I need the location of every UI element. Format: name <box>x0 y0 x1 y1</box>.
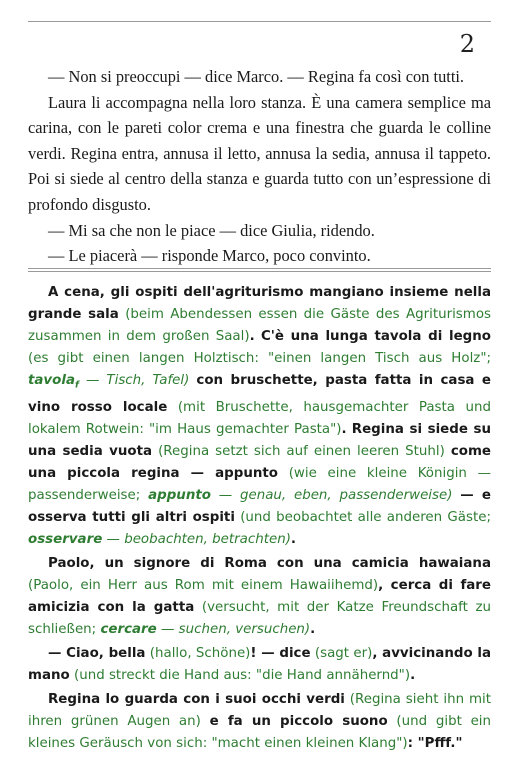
top-rule <box>28 21 491 22</box>
german-gloss: (und gibt ein kleines Geräusch von sich: "macht einen kleinen Klang") <box>28 713 492 751</box>
italian-text: come una piccola regina — appunto <box>28 443 491 481</box>
italian-text: C'è una lunga tavola di legno <box>260 329 491 344</box>
italian-text: : "Pfff." <box>407 735 463 751</box>
german-gloss: (mit Bruschette, hausgemachter Pasta und lokalem Rotwein: "im Haus gemachter Pasta") <box>28 399 491 437</box>
glossed-text <box>28 282 491 757</box>
german-gloss: (Regina sieht ihn mit ihren grünen Augen an) <box>28 691 491 729</box>
italian-text: , cerca di fare amicizia con la gatta <box>28 577 491 615</box>
german-gloss: (es gibt einen langen Holztisch: "einen langen Tisch aus Holz"; <box>28 351 491 366</box>
german-gloss: (und beobachtet alle anderen Gäste; <box>240 509 491 525</box>
vocab-word: appunto <box>148 487 211 503</box>
german-gloss: (und streckt die Hand aus: "die Hand annähernd") <box>74 667 411 683</box>
section-divider <box>28 268 491 272</box>
vocab-word: osservare <box>28 531 103 547</box>
vocab-definition: — beobachten, betrachten) <box>106 531 291 547</box>
gloss-paragraph <box>28 553 491 641</box>
vocab-definition: — genau, eben, passenderweise) <box>218 487 453 503</box>
punctuation: . <box>290 531 297 547</box>
italian-text: — e osserva tutti gli altri ospiti <box>28 487 491 525</box>
punctuation: . <box>341 421 347 437</box>
italian-text: Regina si siede su una sedia vuota <box>28 421 492 459</box>
italian-text: A cena, gli ospiti dell'agriturismo mangiano insieme nella grande sala <box>28 285 491 322</box>
german-gloss: (Paolo, ein Herr aus Rom mit einem Hawaiihemd) <box>28 577 379 593</box>
vocab-definition: — suchen, versuchen) <box>161 621 311 637</box>
vocab-word: cercare <box>100 621 157 637</box>
italian-text: Paolo, un signore di Roma con una camicia hawaiana <box>48 555 491 571</box>
gloss-paragraph <box>28 282 491 551</box>
gender-marker: f <box>75 380 79 391</box>
story-paragraph: — Mi sa che non le piace — dice Giulia, ridendo. <box>48 220 375 240</box>
gloss-paragraph <box>28 689 491 755</box>
german-gloss: (versucht, mit der Katze Freundschaft zu schließen; <box>28 599 491 637</box>
german-gloss: (Regina setzt sich auf einen leeren Stuhl) <box>158 443 445 459</box>
german-gloss: (hallo, Schöne) <box>149 645 251 661</box>
story-text <box>28 64 491 269</box>
italian-text: e fa un piccolo suono <box>209 713 388 729</box>
vocab-definition: — Tisch, Tafel) <box>85 373 190 388</box>
german-gloss: (beim Abendessen essen die Gäste des Agriturismos zusammen in dem großen Saal) <box>28 307 491 344</box>
vocab-word <box>28 373 79 391</box>
german-gloss: (sagt er) <box>314 645 373 661</box>
story-paragraph: Laura li accompagna nella loro stanza. È una camera semplice ma carina, con le pareti color crema e una finestra che guarda le colline verdi. Regina entra, annusa il letto, annusa la sedia, annusa il tappeto. Poi si siede al centro della stanza e guarda tutto con un’espressione di profondo disgusto. <box>28 92 491 214</box>
italian-text: con bruschette, pasta fatta in casa e vino rosso locale <box>28 373 491 415</box>
italian-text: ! — dice <box>250 645 311 661</box>
punctuation: . <box>410 667 416 683</box>
german-gloss: (wie eine kleine Königin — passenderweise; <box>28 465 491 503</box>
page-number: 2 <box>459 30 475 58</box>
story-paragraph: — Non si preoccupi — dice Marco. — Regina fa così con tutti. <box>48 67 465 86</box>
punctuation: . <box>310 621 316 637</box>
gloss-paragraph <box>28 643 491 687</box>
story-paragraph: — Le piacerà — risponde Marco, poco convinto. <box>48 246 371 266</box>
italian-text: Regina lo guarda con i suoi occhi verdi <box>48 691 345 707</box>
italian-text: , avvicinando la mano <box>28 645 491 683</box>
vocab-word-text: tavola <box>28 373 75 388</box>
italian-text: — Ciao, bella <box>48 645 146 661</box>
punctuation: . <box>249 329 255 344</box>
